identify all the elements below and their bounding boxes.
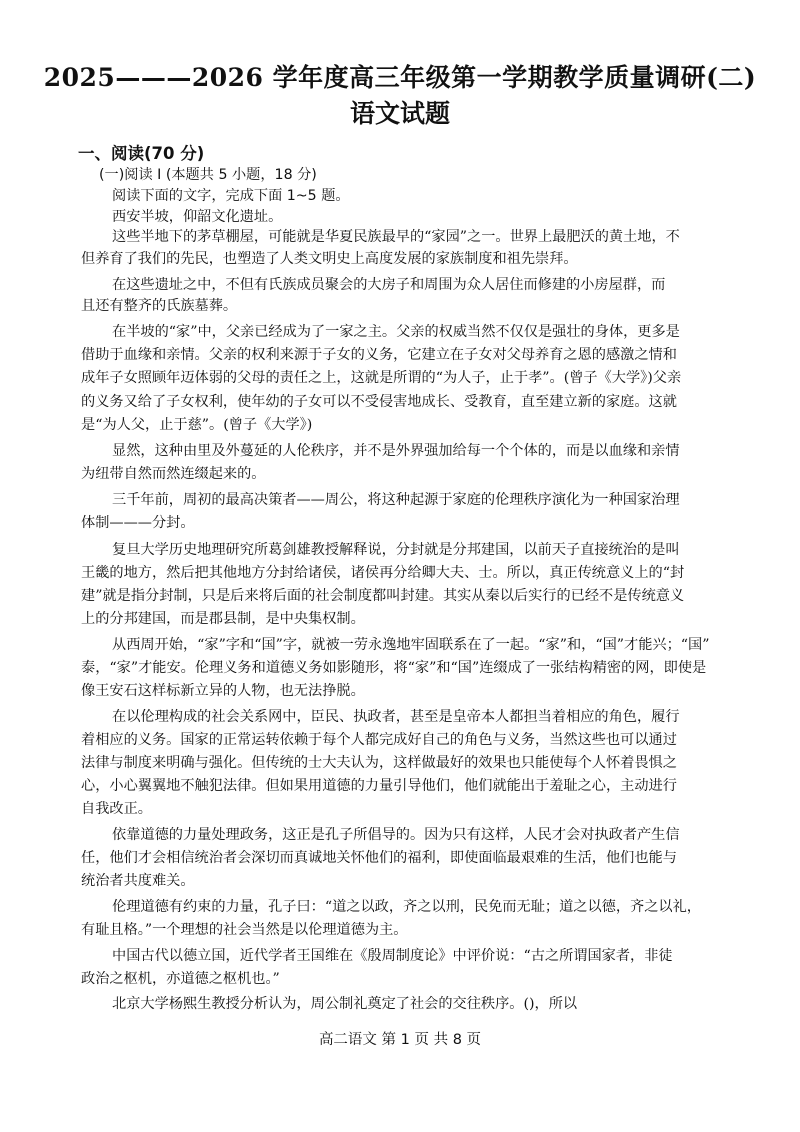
passage-line: 任，他们才会相信统治者会深切而真诚地关怀他们的福利，即使面临最艰难的生活，他们也能与	[81, 850, 677, 866]
passage-line: 体制———分封。	[81, 515, 195, 531]
passage-line: 像王安石这样标新立异的人物，也无法挣脱。	[81, 683, 365, 699]
section-subheading: (一)阅读 I (本题共 5 小题，18 分)	[99, 167, 317, 183]
passage-line: 这些半地下的茅草棚屋，可能就是华夏民族最早的“家园”之一。世界上最肥沃的黄土地，不	[112, 229, 680, 245]
passage-line: 北京大学杨熙生教授分析认为，周公制礼奠定了社会的交往秩序。()，所以	[112, 996, 578, 1012]
passage-line: 复旦大学历史地理研究所葛剑雄教授解释说，分封就是分邦建国，以前天子直接统治的是叫	[112, 542, 680, 558]
section-heading: 一、阅读(70 分)	[78, 144, 205, 163]
passage-line: 在这些遗址之中，不但有氏族成员聚会的大房子和周围为众人居住而修建的小房屋群，而	[112, 277, 666, 293]
exam-subtitle: 语文试题	[349, 99, 450, 128]
passage-line: 成年子女照顾年迈体弱的父母的责任之上，这就是所谓的“为人子，止于孝”。(曾子《大学》)父亲	[81, 370, 682, 386]
page-footer: 高二语文 第 1 页 共 8 页	[318, 1032, 482, 1048]
passage-line: 且还有整齐的氏族墓葬。	[81, 298, 238, 314]
passage-line: 在以伦理构成的社会关系网中，臣民、执政者，甚至是皇帝本人都担当着相应的角色，履行	[112, 709, 680, 725]
passage-line: 在半坡的“家”中，父亲已经成为了一家之主。父亲的权威当然不仅仅是强壮的身体，更多是	[112, 324, 680, 340]
passage-line: 自我改正。	[81, 801, 152, 817]
passage-line: 上的分邦建国，而是郡县制，是中央集权制。	[81, 611, 365, 627]
passage-line: 的义务又给了子女权利，使年幼的子女可以不受侵害地成长、受教育，直至建立新的家庭。这就	[81, 394, 677, 410]
reading-instruction: 阅读下面的文字，完成下面 1~5 题。	[112, 188, 350, 204]
passage-line: 着相应的义务。国家的正常运转依赖于每个人都完成好自己的角色与义务，当然这些也可以通过	[81, 732, 677, 748]
passage-line: 心，小心翼翼地不触犯法律。但如果用道德的力量引导他们，他们就能出于羞耻之心，主动进行	[81, 778, 677, 794]
passage-line: 法律与制度来明确与强化。但传统的士大夫认为，这样做最好的效果也只能使每个人怀着畏惧之	[81, 755, 677, 771]
passage-line: 是“为人父，止于慈”。(曾子《大学》)	[81, 417, 313, 433]
passage-line: 王畿的地方，然后把其他地方分封给诸侯，诸侯再分给卿大夫、士。所以，真正传统意义上的“封	[81, 565, 685, 581]
passage-line: 统治者共度难关。	[81, 873, 195, 889]
passage-line: 建”就是指分封制，只是后来将后面的社会制度都叫封建。其实从秦以后实行的已经不是传统意义	[81, 588, 685, 604]
passage-line: 从西周开始，“家”字和“国”字，就被一劳永逸地牢固联系在了一起。“家”和，“国”才能兴；“国”	[112, 637, 710, 653]
passage-line: 有耻且格。”一个理想的社会当然是以伦理道德为主。	[81, 922, 408, 938]
passage-line: 中国古代以德立国，近代学者王国维在《殷周制度论》中评价说：“古之所谓国家者，非徒	[112, 948, 673, 964]
passage-line: 依靠道德的力量处理政务，这正是孔子所倡导的。因为只有这样，人民才会对执政者产生信	[112, 827, 680, 843]
passage-line: 但养育了我们的先民，也塑造了人类文明史上高度发展的家族制度和祖先崇拜。	[81, 251, 578, 267]
passage-line: 显然，这种由里及外蔓延的人伦秩序，并不是外界强加给每一个个体的，而是以血缘和亲情	[112, 443, 680, 459]
passage-line: 为纽带自然而然连缀起来的。	[81, 466, 266, 482]
passage-source: 西安半坡，仰韶文化遗址。	[112, 209, 283, 225]
exam-title: 2025———2026 学年度高三年级第一学期教学质量调研(二)	[43, 63, 757, 92]
passage-line: 三千年前，周初的最高决策者——周公，将这种起源于家庭的伦理秩序演化为一种国家治理	[112, 492, 680, 508]
passage-line: 借助于血缘和亲情。父亲的权利来源于子女的义务，它建立在子女对父母养育之恩的感激之情和	[81, 347, 677, 363]
passage-line: 伦理道德有约束的力量，孔子曰：“道之以政，齐之以刑，民免而无耻；道之以德，齐之以礼，	[112, 899, 701, 915]
passage-line: 泰，“家”才能安。伦理义务和道德义务如影随形，将“家”和“国”连缀成了一张结构精密的网，即使是	[81, 660, 707, 676]
passage-line: 政治之枢机，亦道德之枢机也。”	[81, 971, 280, 987]
